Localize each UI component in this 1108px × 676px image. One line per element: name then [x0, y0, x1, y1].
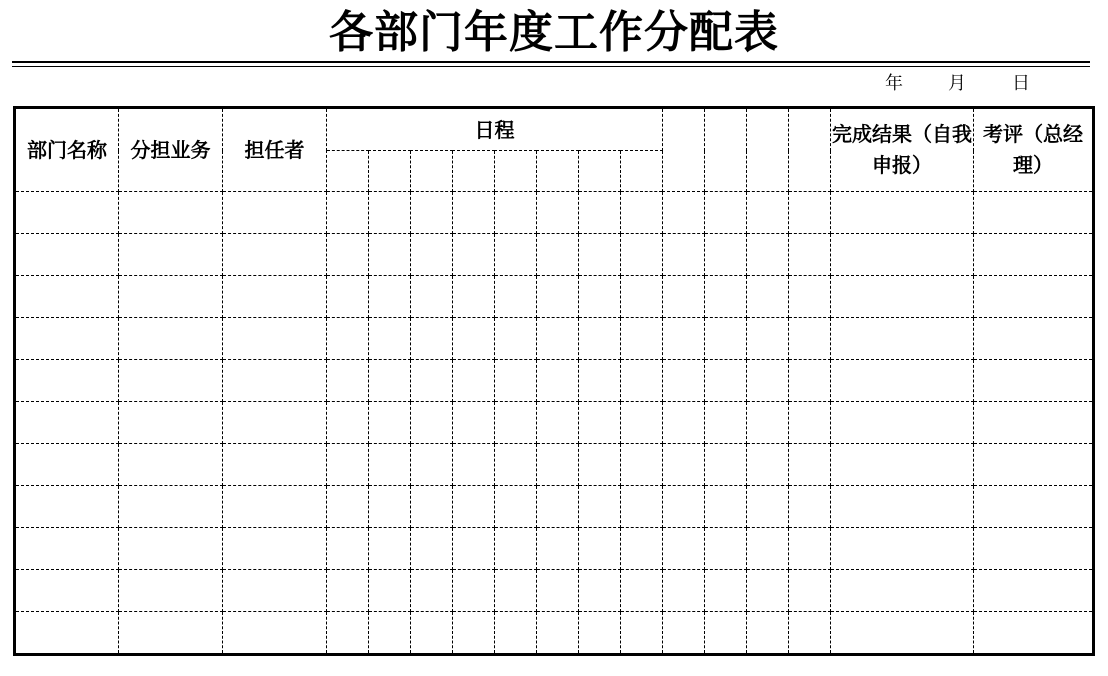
table-cell[interactable] [663, 360, 705, 402]
table-cell[interactable] [495, 192, 537, 234]
table-cell[interactable] [831, 402, 974, 444]
table-cell[interactable] [495, 486, 537, 528]
table-cell[interactable] [495, 570, 537, 612]
table-cell[interactable] [579, 276, 621, 318]
table-cell[interactable] [495, 402, 537, 444]
page-title: 各部门年度工作分配表 [329, 7, 779, 58]
table-cell[interactable] [747, 192, 789, 234]
table-cell[interactable] [537, 444, 579, 486]
table-cell[interactable] [453, 570, 495, 612]
table-cell[interactable] [369, 360, 411, 402]
table-cell[interactable] [789, 486, 831, 528]
table-cell[interactable] [411, 192, 453, 234]
table-cell[interactable] [621, 234, 663, 276]
table-cell[interactable] [119, 528, 223, 570]
table-cell[interactable] [453, 486, 495, 528]
table-cell[interactable] [327, 234, 369, 276]
table-cell[interactable] [579, 318, 621, 360]
table-cell[interactable] [621, 402, 663, 444]
table-cell[interactable] [663, 612, 705, 655]
table-cell[interactable] [369, 192, 411, 234]
table-cell[interactable] [663, 318, 705, 360]
table-cell[interactable] [15, 444, 119, 486]
table-cell[interactable] [411, 402, 453, 444]
table-cell[interactable] [974, 234, 1094, 276]
table-cell[interactable] [974, 360, 1094, 402]
table-cell[interactable] [15, 234, 119, 276]
table-cell[interactable] [747, 570, 789, 612]
table-cell[interactable] [453, 402, 495, 444]
table-cell[interactable] [663, 192, 705, 234]
table-row [15, 192, 1094, 234]
table-cell[interactable] [747, 528, 789, 570]
table-cell[interactable] [831, 570, 974, 612]
table-cell[interactable] [15, 192, 119, 234]
table-cell[interactable] [453, 360, 495, 402]
table-cell[interactable] [369, 444, 411, 486]
table-cell[interactable] [579, 234, 621, 276]
table-cell[interactable] [705, 360, 747, 402]
table-cell[interactable] [579, 192, 621, 234]
table-cell[interactable] [831, 528, 974, 570]
table-cell[interactable] [223, 402, 327, 444]
table-cell[interactable] [747, 234, 789, 276]
table-cell[interactable] [537, 402, 579, 444]
table-cell[interactable] [831, 360, 974, 402]
header-assignee: 担任者 [223, 108, 327, 192]
table-cell[interactable] [327, 486, 369, 528]
table-cell[interactable] [579, 360, 621, 402]
table-cell[interactable] [789, 402, 831, 444]
table-cell[interactable] [974, 612, 1094, 655]
header-evaluation: 考评（总经理） [974, 108, 1094, 192]
table-row [15, 444, 1094, 486]
table-row [15, 276, 1094, 318]
table-cell[interactable] [411, 318, 453, 360]
table-cell[interactable] [369, 486, 411, 528]
table-cell[interactable] [411, 444, 453, 486]
table-cell[interactable] [369, 318, 411, 360]
table-cell[interactable] [223, 486, 327, 528]
table-cell[interactable] [621, 612, 663, 655]
table-row [15, 360, 1094, 402]
table-row [15, 486, 1094, 528]
table-cell[interactable] [223, 192, 327, 234]
table-cell[interactable] [495, 528, 537, 570]
table-cell[interactable] [537, 360, 579, 402]
table-row [15, 318, 1094, 360]
table-cell[interactable] [747, 402, 789, 444]
title-underline-thick [12, 61, 1090, 63]
table-cell[interactable] [369, 528, 411, 570]
table-cell[interactable] [705, 402, 747, 444]
table-cell[interactable] [15, 612, 119, 655]
date-year-label: 年 [885, 73, 903, 94]
title-underline-thin [12, 66, 1090, 67]
table-cell[interactable] [411, 612, 453, 655]
table-cell[interactable] [411, 528, 453, 570]
table-cell[interactable] [789, 276, 831, 318]
table-cell[interactable] [705, 528, 747, 570]
table-cell[interactable] [369, 402, 411, 444]
table-cell[interactable] [411, 360, 453, 402]
table-cell[interactable] [974, 402, 1094, 444]
table-cell[interactable] [663, 486, 705, 528]
table-cell[interactable] [119, 192, 223, 234]
table-cell[interactable] [369, 276, 411, 318]
table-cell[interactable] [831, 276, 974, 318]
table-cell[interactable] [663, 570, 705, 612]
table-cell[interactable] [119, 234, 223, 276]
table-cell[interactable] [369, 570, 411, 612]
table-cell[interactable] [119, 486, 223, 528]
table-cell[interactable] [537, 192, 579, 234]
table-cell[interactable] [705, 612, 747, 655]
table-cell[interactable] [621, 528, 663, 570]
table-cell[interactable] [705, 486, 747, 528]
table-cell[interactable] [537, 276, 579, 318]
table-cell[interactable] [223, 234, 327, 276]
table-cell[interactable] [537, 528, 579, 570]
table-cell[interactable] [789, 528, 831, 570]
table-cell[interactable] [537, 234, 579, 276]
table-cell[interactable] [747, 360, 789, 402]
table-cell[interactable] [15, 486, 119, 528]
table-cell[interactable] [579, 528, 621, 570]
table-cell[interactable] [747, 276, 789, 318]
header-schedule: 日程 [327, 108, 663, 151]
table-cell[interactable] [327, 444, 369, 486]
table-cell[interactable] [831, 318, 974, 360]
table-cell[interactable] [453, 612, 495, 655]
table-cell[interactable] [15, 318, 119, 360]
table-cell[interactable] [831, 192, 974, 234]
table-cell[interactable] [621, 192, 663, 234]
table-cell[interactable] [495, 234, 537, 276]
table-cell[interactable] [579, 444, 621, 486]
table-cell[interactable] [579, 486, 621, 528]
table-cell[interactable] [15, 360, 119, 402]
table-cell[interactable] [15, 570, 119, 612]
table-cell[interactable] [705, 234, 747, 276]
table-cell[interactable] [495, 318, 537, 360]
table-cell[interactable] [705, 192, 747, 234]
table-cell[interactable] [327, 528, 369, 570]
table-cell[interactable] [831, 486, 974, 528]
table-cell[interactable] [705, 318, 747, 360]
table-cell[interactable] [453, 192, 495, 234]
table-cell[interactable] [223, 360, 327, 402]
table-cell[interactable] [747, 444, 789, 486]
table-cell[interactable] [974, 444, 1094, 486]
table-cell[interactable] [663, 234, 705, 276]
table-cell[interactable] [621, 444, 663, 486]
table-cell[interactable] [789, 318, 831, 360]
table-cell[interactable] [663, 402, 705, 444]
table-cell[interactable] [223, 318, 327, 360]
table-cell[interactable] [453, 528, 495, 570]
table-cell[interactable] [119, 276, 223, 318]
table-cell[interactable] [15, 528, 119, 570]
table-cell[interactable] [453, 234, 495, 276]
table-cell[interactable] [327, 192, 369, 234]
table-cell[interactable] [831, 234, 974, 276]
table-row [15, 234, 1094, 276]
table-cell[interactable] [663, 444, 705, 486]
table-cell[interactable] [411, 570, 453, 612]
table-row [15, 570, 1094, 612]
table-cell[interactable] [621, 486, 663, 528]
table-cell[interactable] [579, 612, 621, 655]
table-cell[interactable] [223, 444, 327, 486]
table-cell[interactable] [15, 276, 119, 318]
table-cell[interactable] [537, 612, 579, 655]
table-cell[interactable] [223, 570, 327, 612]
table-cell[interactable] [495, 276, 537, 318]
table-cell[interactable] [537, 570, 579, 612]
table-cell[interactable] [974, 528, 1094, 570]
table-cell[interactable] [537, 486, 579, 528]
table-cell[interactable] [327, 360, 369, 402]
table-cell[interactable] [621, 318, 663, 360]
table-cell[interactable] [789, 192, 831, 234]
table-cell[interactable] [119, 402, 223, 444]
table-cell[interactable] [663, 276, 705, 318]
table-cell[interactable] [974, 192, 1094, 234]
table-cell[interactable] [495, 360, 537, 402]
table-cell[interactable] [119, 570, 223, 612]
table-cell[interactable] [453, 276, 495, 318]
table-cell[interactable] [223, 528, 327, 570]
header-result: 完成结果（自我申报） [831, 108, 974, 192]
table-cell[interactable] [327, 612, 369, 655]
table-cell[interactable] [223, 276, 327, 318]
table-cell[interactable] [119, 360, 223, 402]
table-cell[interactable] [223, 612, 327, 655]
table-cell[interactable] [789, 234, 831, 276]
table-cell[interactable] [621, 276, 663, 318]
table-body [15, 192, 1094, 655]
table-cell[interactable] [747, 318, 789, 360]
table-cell[interactable] [327, 276, 369, 318]
table-cell[interactable] [119, 612, 223, 655]
table-cell[interactable] [705, 276, 747, 318]
table-cell[interactable] [705, 570, 747, 612]
table-cell[interactable] [789, 360, 831, 402]
table-cell[interactable] [831, 444, 974, 486]
table-cell[interactable] [495, 444, 537, 486]
table-cell[interactable] [537, 318, 579, 360]
assignment-table [13, 106, 1095, 656]
table-cell[interactable] [411, 486, 453, 528]
header-task: 分担业务 [119, 108, 223, 192]
table-cell[interactable] [369, 234, 411, 276]
table-cell[interactable] [411, 234, 453, 276]
date-day-label: 日 [1012, 73, 1030, 94]
table-cell[interactable] [831, 612, 974, 655]
table-row [15, 528, 1094, 570]
table-cell[interactable] [327, 318, 369, 360]
table-cell[interactable] [747, 612, 789, 655]
table-cell[interactable] [663, 528, 705, 570]
table-cell[interactable] [621, 360, 663, 402]
table-cell[interactable] [789, 612, 831, 655]
table-cell[interactable] [705, 444, 747, 486]
date-month-label: 月 [948, 73, 966, 94]
header-department: 部门名称 [15, 108, 119, 192]
table-cell[interactable] [453, 444, 495, 486]
table-cell[interactable] [327, 402, 369, 444]
table-cell[interactable] [621, 570, 663, 612]
table-cell[interactable] [495, 612, 537, 655]
table-cell[interactable] [369, 612, 411, 655]
table-cell[interactable] [453, 318, 495, 360]
table-cell[interactable] [579, 570, 621, 612]
table-cell[interactable] [15, 402, 119, 444]
table-cell[interactable] [974, 318, 1094, 360]
table-cell[interactable] [411, 276, 453, 318]
table-cell[interactable] [789, 444, 831, 486]
table-cell[interactable] [747, 486, 789, 528]
table-cell[interactable] [974, 486, 1094, 528]
table-cell[interactable] [119, 318, 223, 360]
table-cell[interactable] [974, 570, 1094, 612]
table-cell[interactable] [579, 402, 621, 444]
table-cell[interactable] [327, 570, 369, 612]
table-cell[interactable] [789, 570, 831, 612]
table-row [15, 612, 1094, 655]
table-cell[interactable] [119, 444, 223, 486]
table-cell[interactable] [974, 276, 1094, 318]
table-row [15, 402, 1094, 444]
